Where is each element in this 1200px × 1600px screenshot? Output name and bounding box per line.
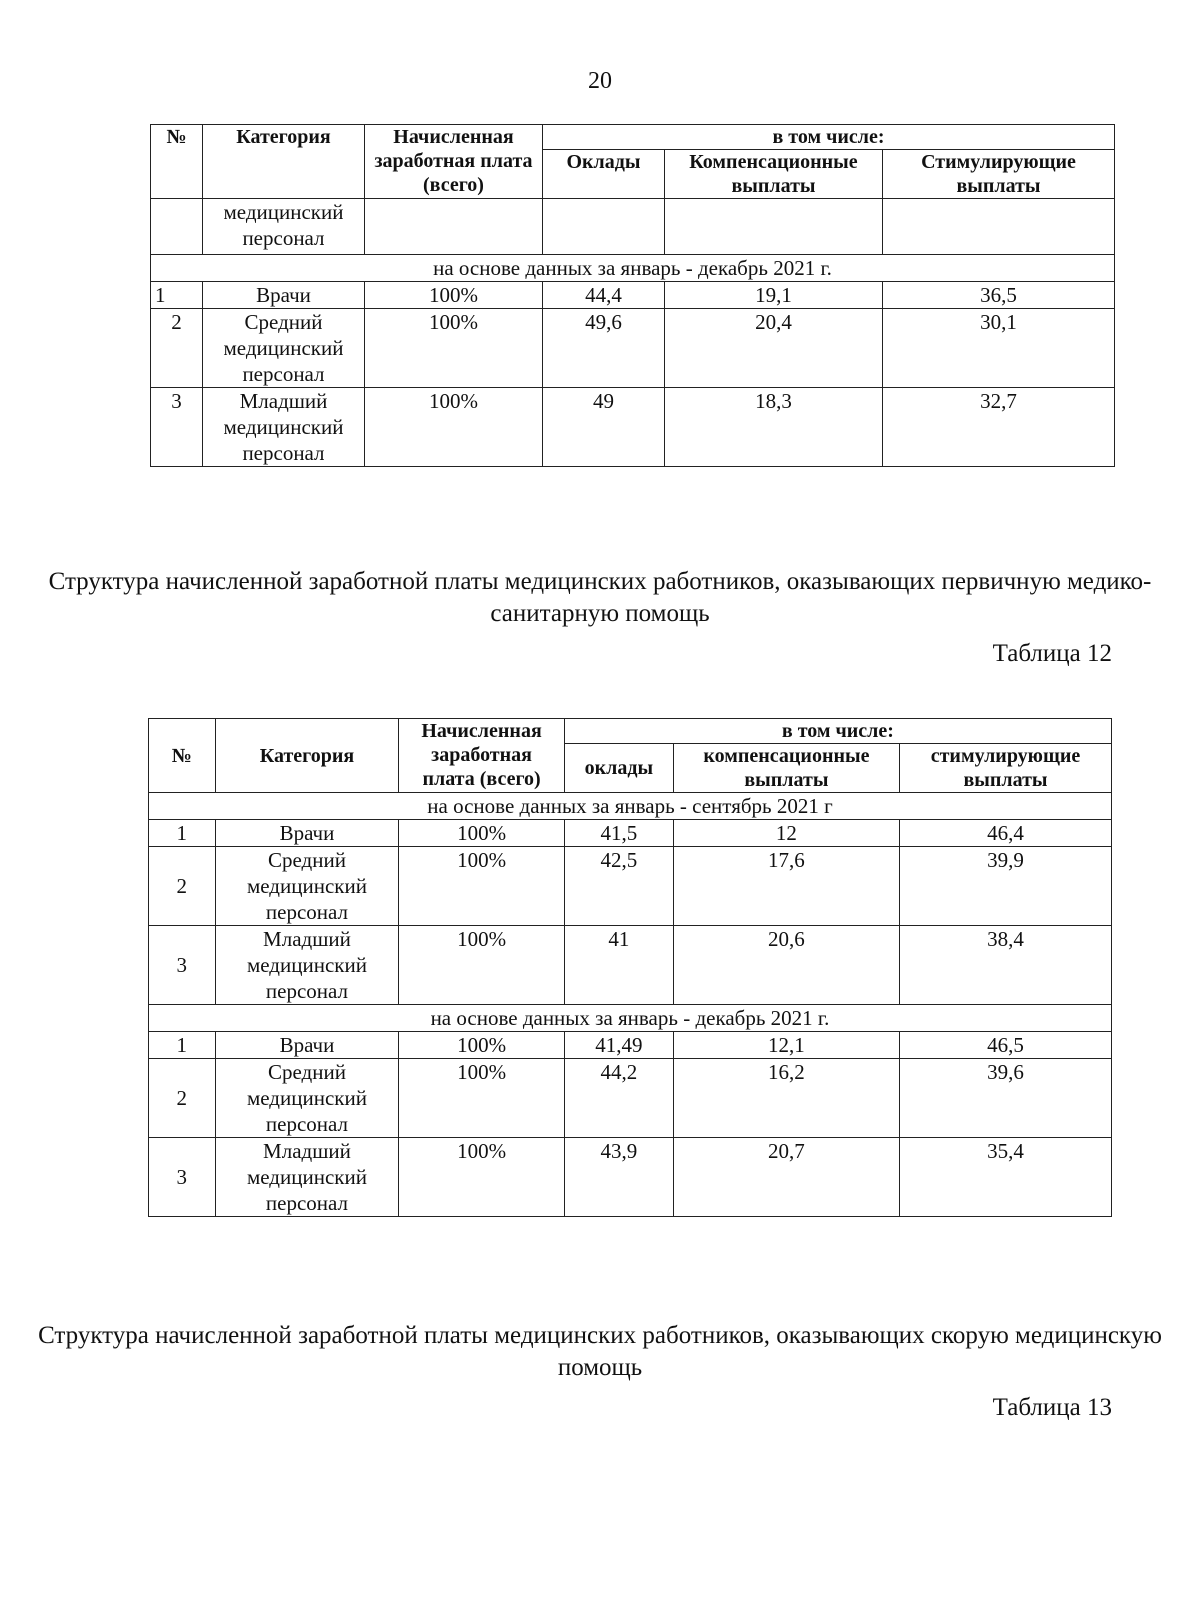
cell-category: Средний медицинский персонал bbox=[215, 847, 399, 926]
caption-table-13: Структура начисленной заработной платы медицинских работников, оказывающих скорую медицинскую помощь bbox=[38, 1322, 1162, 1381]
cell-incentive: 36,5 bbox=[883, 282, 1115, 309]
section-row: на основе данных за январь - декабрь 2021 г. bbox=[151, 255, 1115, 282]
cell-total: 100% bbox=[399, 820, 565, 847]
header-category: Категория bbox=[215, 719, 399, 793]
table-row bbox=[149, 1138, 1112, 1217]
header-total: Начисленная заработная плата (всего) bbox=[365, 125, 543, 199]
cell-compensation: 20,4 bbox=[665, 309, 883, 388]
cell-category: Младший медицинский персонал bbox=[215, 1138, 399, 1217]
cell-salaries: 44,4 bbox=[543, 282, 665, 309]
cell-salaries: 49,6 bbox=[543, 309, 665, 388]
caption-table-12: Структура начисленной заработной платы медицинских работников, оказывающих первичную медико-санитарную помощь bbox=[48, 568, 1152, 627]
cell-num: 1 bbox=[149, 820, 216, 847]
cell-category: Врачи bbox=[215, 1032, 399, 1059]
cell-salaries: 41 bbox=[564, 926, 673, 1005]
cell-salaries: 49 bbox=[543, 388, 665, 467]
header-including: в том числе: bbox=[543, 125, 1115, 150]
cell-compensation: 20,6 bbox=[673, 926, 899, 1005]
table-row bbox=[151, 309, 1115, 388]
header-compensation: компенсационные выплаты bbox=[673, 744, 899, 793]
cell-category: Врачи bbox=[203, 282, 365, 309]
cell-compensation: 18,3 bbox=[665, 388, 883, 467]
cell-empty bbox=[365, 199, 543, 255]
cell-total: 100% bbox=[399, 1032, 565, 1059]
cell-incentive: 35,4 bbox=[899, 1138, 1111, 1217]
table-12 bbox=[148, 718, 1112, 1217]
header-num: № bbox=[151, 125, 203, 199]
cell-total: 100% bbox=[399, 1059, 565, 1138]
cell-incentive: 32,7 bbox=[883, 388, 1115, 467]
header-incentive: стимулирующие выплаты bbox=[899, 744, 1111, 793]
cell-incentive: 46,5 bbox=[899, 1032, 1111, 1059]
table-row bbox=[149, 1059, 1112, 1138]
cell-total: 100% bbox=[399, 1138, 565, 1217]
cell-salaries: 41,49 bbox=[564, 1032, 673, 1059]
table-row bbox=[151, 282, 1115, 309]
cell-category: Младший медицинский персонал bbox=[203, 388, 365, 467]
cell-incentive: 38,4 bbox=[899, 926, 1111, 1005]
table-row bbox=[149, 926, 1112, 1005]
cell-category: Средний медицинский персонал bbox=[203, 309, 365, 388]
header-total: Начисленная заработная плата (всего) bbox=[399, 719, 565, 793]
header-salaries: оклады bbox=[564, 744, 673, 793]
section-row-jan-dec: на основе данных за январь - декабрь 2021 г. bbox=[149, 1005, 1112, 1032]
cell-category: Врачи bbox=[215, 820, 399, 847]
table-row bbox=[149, 820, 1112, 847]
header-category: Категория bbox=[203, 125, 365, 199]
table-row bbox=[151, 388, 1115, 467]
cell-num: 2 bbox=[149, 847, 216, 926]
header-salaries: Оклады bbox=[543, 150, 665, 199]
cell-empty bbox=[151, 199, 203, 255]
cell-incentive: 46,4 bbox=[899, 820, 1111, 847]
cell-num: 2 bbox=[149, 1059, 216, 1138]
cell-empty bbox=[543, 199, 665, 255]
cell-compensation: 17,6 bbox=[673, 847, 899, 926]
header-incentive: Стимулирующие выплаты bbox=[883, 150, 1115, 199]
cell-total: 100% bbox=[399, 926, 565, 1005]
cell-num: 1 bbox=[151, 282, 203, 309]
cell-num: 2 bbox=[151, 309, 203, 388]
cell-total: 100% bbox=[365, 282, 543, 309]
cell-incentive: 39,6 bbox=[899, 1059, 1111, 1138]
cell-empty bbox=[665, 199, 883, 255]
cell-salaries: 41,5 bbox=[564, 820, 673, 847]
cell-num: 3 bbox=[151, 388, 203, 467]
table-row bbox=[149, 847, 1112, 926]
cell-category-continued: медицинский персонал bbox=[203, 199, 365, 255]
cell-total: 100% bbox=[399, 847, 565, 926]
cell-compensation: 16,2 bbox=[673, 1059, 899, 1138]
cell-num: 1 bbox=[149, 1032, 216, 1059]
cell-num: 3 bbox=[149, 1138, 216, 1217]
cell-incentive: 30,1 bbox=[883, 309, 1115, 388]
page-number: 20 bbox=[588, 68, 612, 94]
header-num: № bbox=[149, 719, 216, 793]
cell-total: 100% bbox=[365, 309, 543, 388]
table-row bbox=[149, 1032, 1112, 1059]
header-including: в том числе: bbox=[564, 719, 1111, 744]
cell-total: 100% bbox=[365, 388, 543, 467]
cell-compensation: 19,1 bbox=[665, 282, 883, 309]
table-11-continued bbox=[150, 124, 1115, 467]
cell-compensation: 12 bbox=[673, 820, 899, 847]
cell-category: Средний медицинский персонал bbox=[215, 1059, 399, 1138]
header-compensation: Компенсационные выплаты bbox=[665, 150, 883, 199]
cell-num: 3 bbox=[149, 926, 216, 1005]
cell-empty bbox=[883, 199, 1115, 255]
cell-compensation: 20,7 bbox=[673, 1138, 899, 1217]
cell-compensation: 12,1 bbox=[673, 1032, 899, 1059]
cell-salaries: 44,2 bbox=[564, 1059, 673, 1138]
cell-category: Младший медицинский персонал bbox=[215, 926, 399, 1005]
table-13-label: Таблица 13 bbox=[992, 1394, 1112, 1421]
section-row-jan-sep: на основе данных за январь - сентябрь 2021 г bbox=[149, 793, 1112, 820]
cell-salaries: 43,9 bbox=[564, 1138, 673, 1217]
cell-salaries: 42,5 bbox=[564, 847, 673, 926]
cell-incentive: 39,9 bbox=[899, 847, 1111, 926]
table-12-label: Таблица 12 bbox=[992, 640, 1112, 667]
